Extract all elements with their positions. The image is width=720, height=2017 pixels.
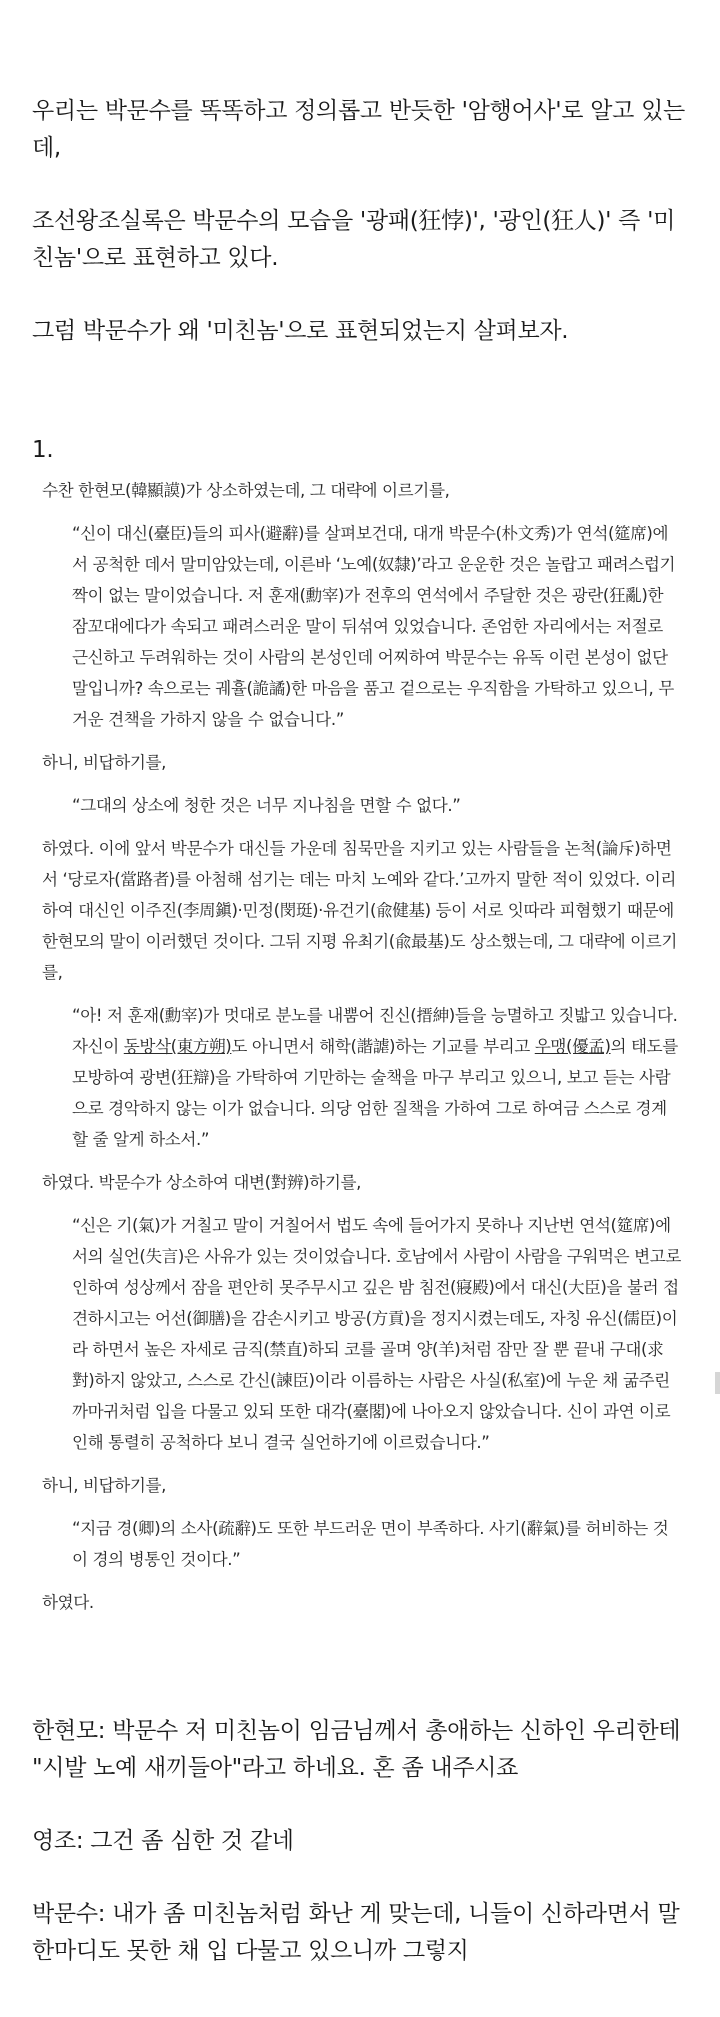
excerpt-quote: “그대의 상소에 청한 것은 너무 지나침을 면할 수 없다.”	[72, 796, 461, 815]
intro-paragraph-1: 우리는 박문수를 똑똑하고 정의롭고 반듯한 '암행어사'로 알고 있는데,	[32, 98, 685, 161]
excerpt-line: 하였다. 박문수가 상소하여 대변(對辨)하기를,	[42, 1173, 361, 1192]
underlined-name: 동방삭(東方朔)	[123, 1037, 232, 1056]
excerpt-quote	[42, 1000, 682, 1155]
outro-text	[32, 1713, 692, 1970]
annals-excerpt-image	[42, 475, 682, 1661]
intro-paragraph-3: 그럼 박문수가 왜 '미친놈'으로 표현되었는지 살펴보자.	[32, 318, 569, 344]
excerpt-quote-part: 의 태도를 모방하여 광변(狂辯)을 가탁하여 기만하는 술책을 마구 부리고 있으니, 보고 듣는 사람으로 경악하지 않는 이가 없습니다. 의당 엄한 질책을 가하여 그로 하여금 스스로 경계할 줄 알게 하소서.”	[72, 1037, 678, 1149]
scrollbar-thumb[interactable]	[715, 1372, 720, 1394]
section-number: 1.	[32, 437, 54, 463]
excerpt-quote: “신이 대신(臺臣)들의 피사(避辭)를 살펴보건대, 대개 박문수(朴文秀)가 연석(筵席)에서 공척한 데서 말미암았는데, 이른바 ‘노예(奴隸)’라고 운운한 것은 놀랍고 패려스럽기 짝이 없는 말이었습니다. 저 훈재(勳宰)가 전후의 연석에서 주달한 것은 광란(狂亂)한 잠꼬대에다가 속되고 패려스러운 말이 뒤섞여 있었습니다. 존엄한 자리에서는 저절로 근신하고 두려워하는 것이 사람의 본성인데 어찌하여 박문수는 유독 이런 본성이 없단 말입니까? 속으로는 궤휼(詭譎)한 마음을 품고 겉으로는 우직함을 가탁하고 있으니, 무거운 견책을 가하지 않을 수 없습니다.”	[72, 524, 676, 729]
outro-paragraph-3: 박문수: 내가 좀 미친놈처럼 화난 게 맞는데, 니들이 신하라면서 말 한마디도 못한 채 입 다물고 있으니까 그렇지	[32, 1901, 680, 1964]
excerpt-quote: “지금 경(卿)의 소사(疏辭)도 또한 부드러운 면이 부족하다. 사기(辭氣)를 허비하는 것이 경의 병통인 것이다.”	[72, 1519, 669, 1569]
excerpt-paragraph: 하였다. 이에 앞서 박문수가 대신들 가운데 침묵만을 지키고 있는 사람들을 논척(論斥)하면서 ‘당로자(當路者)를 아첨해 섬기는 데는 마치 노예와 같다.’고까지 말한 적이 있었다. 이리하여 대신인 이주진(李周鎭)·민정(閔珽)·유건기(兪健基) 등이 서로 잇따라 피혐했기 때문에 한현모의 말이 이러했던 것이다. 그뒤 지평 유최기(兪最基)도 상소했는데, 그 대략에 이르기를,	[42, 839, 677, 982]
excerpt-quote-part: “아! 저 훈재(勳宰)가 멋대로 분노를 내뿜어 진신(搢紳)들을 능멸하고 짓밟고 있습니다. 자신이	[72, 1006, 678, 1056]
excerpt-line: 하였다.	[42, 1593, 94, 1612]
intro-text	[32, 93, 692, 350]
excerpt-line: 하니, 비답하기를,	[42, 753, 167, 772]
excerpt-line: 수찬 한현모(韓顯謨)가 상소하였는데, 그 대략에 이르기를,	[42, 481, 450, 500]
excerpt-line: 하니, 비답하기를,	[42, 1476, 167, 1495]
excerpt-quote: “신은 기(氣)가 거칠고 말이 거칠어서 법도 속에 들어가지 못하나 지난번 연석(筵席)에서의 실언(失言)은 사유가 있는 것이었습니다. 호남에서 사람이 사람을 구워먹은 변고로 인하여 성상께서 잠을 편안히 못주무시고 깊은 밤 침전(寢殿)에서 대신(大臣)을 불러 접견하시고는 어선(御膳)을 감손시키고 방공(方貢)을 정지시켰는데도, 자칭 유신(儒臣)이라 하면서 높은 자세로 금직(禁直)하되 코를 골며 양(羊)처럼 잠만 잘 뿐 끝내 구대(求對)하지 않았고, 스스로 간신(諫臣)이라 이름하는 사람은 사실(私室)에 누운 채 굶주린 까마귀처럼 입을 다물고 있되 또한 대각(臺閣)에 나아오지 않았습니다. 신이 과연 이로 인해 통렬히 공척하다 보니 결국 실언하기에 이르렀습니다.”	[72, 1216, 682, 1452]
outro-paragraph-2: 영조: 그건 좀 심한 것 같네	[32, 1828, 294, 1854]
intro-paragraph-2: 조선왕조실록은 박문수의 모습을 '광패(狂悖)', '광인(狂人)' 즉 '미친놈'으로 표현하고 있다.	[32, 208, 676, 271]
underlined-name: 우맹(優孟)	[534, 1037, 611, 1056]
excerpt-quote-part: 도 아니면서 해학(諧謔)하는 기교를 부리고	[231, 1037, 535, 1056]
outro-paragraph-1: 한현모: 박문수 저 미친놈이 임금님께서 총애하는 신하인 우리한테 "시발 노예 새끼들아"라고 하네요. 혼 좀 내주시죠	[32, 1718, 681, 1781]
